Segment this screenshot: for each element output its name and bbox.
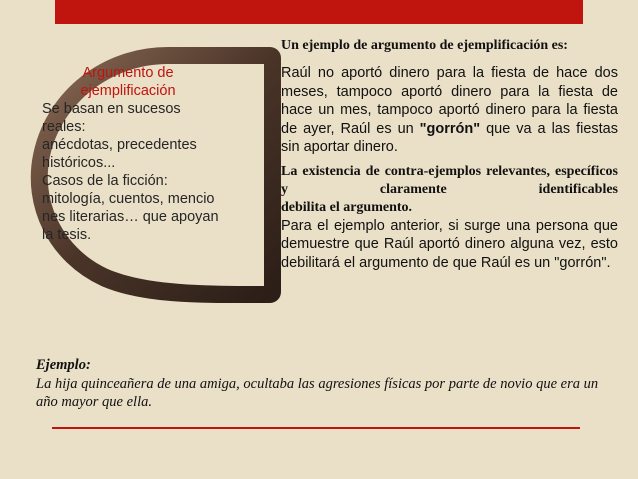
example-paragraph (281, 64, 618, 157)
speech-bubble (18, 44, 288, 306)
paragraph-text-end: que va a las fiestas sin aportar dinero. (281, 120, 618, 155)
right-column (281, 38, 618, 272)
example-text: La hija quinceañera de una amiga, ocultaba las agresiones físicas por parte de novio que era un año mayor que ella. (36, 375, 599, 410)
top-accent-bar (55, 0, 583, 24)
example-heading: Un ejemplo de argumento de ejemplificación es: (281, 38, 568, 53)
bottom-divider (52, 427, 580, 429)
counterexample-statement: La existencia de contra-ejemplos relevantes, específicos y claramente identificables (281, 163, 618, 197)
example-block (36, 356, 606, 412)
highlight-term: "gorrón" (419, 120, 481, 137)
bubble-title: Argumento de ejemplificación (80, 65, 176, 99)
counterexample-paragraph: Para el ejemplo anterior, si surge una persona que demuestre que Raúl aportó dinero alguna vez, esto debilitará el argumento de que Raúl es un "gorrón". (281, 217, 618, 271)
paragraph-text: Raúl no aportó dinero para la fiesta de hace dos meses, tampoco aportó dinero para la fiesta de hace un mes, tampoco aportó dinero para la fiesta de ayer, Raúl es un (281, 65, 618, 137)
counterexample-statement-end: debilita el argumento. (281, 199, 413, 215)
example-title: Ejemplo: (36, 357, 91, 373)
bubble-body: Se basan en sucesos reales: anécdotas, precedentes históricos... Casos de la ficción: mitología, cuentos, mencio nes literarias… que apoyan la tesis. (42, 101, 219, 243)
